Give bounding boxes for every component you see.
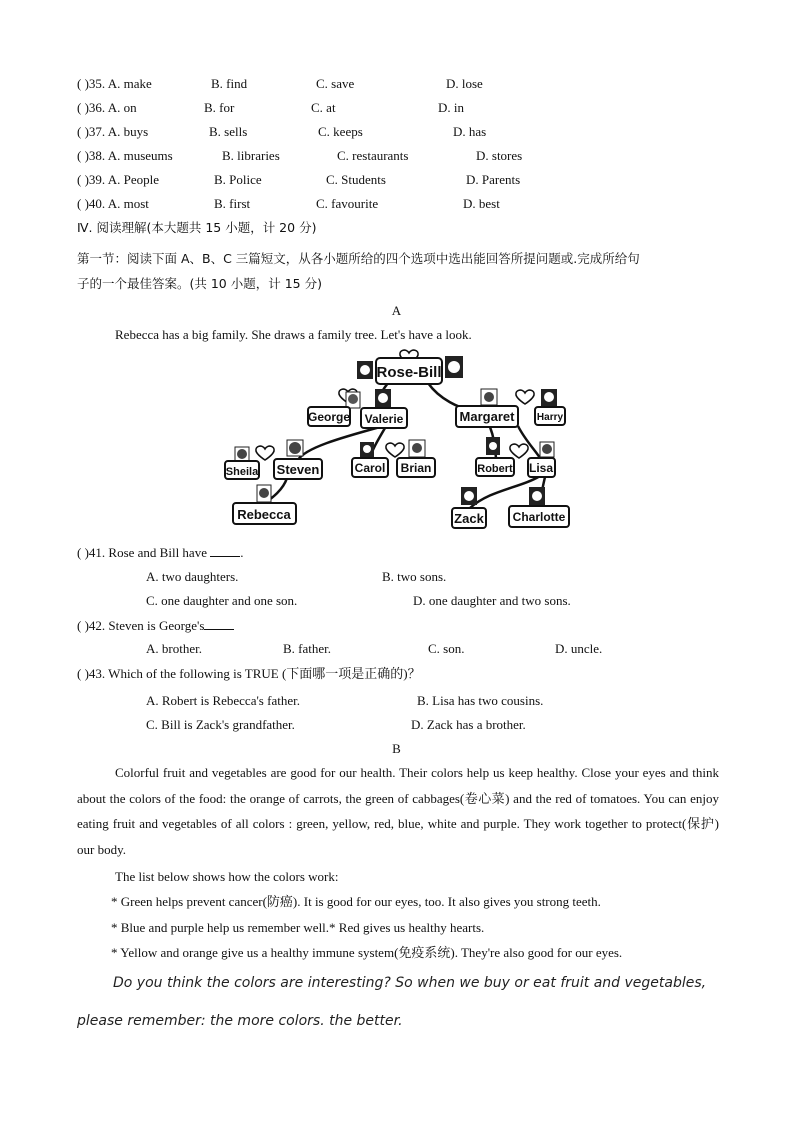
portrait-icon (375, 389, 391, 407)
question-43: ( )43. Which of the following is TRUE (下面哪一项是正确的)？ (77, 666, 421, 681)
heart-icon (256, 446, 274, 460)
portrait-icon (235, 447, 249, 462)
option-d: D. best (463, 196, 500, 211)
robert-name: Robert (477, 463, 513, 475)
sheila-name: Sheila (225, 466, 259, 478)
portrait-icon (529, 487, 545, 505)
passage-b-bullet-1: * Green helps prevent cancer(防癌). It is good for our eyes, too. It also gives you strong teeth. (111, 894, 601, 909)
question-36: ( )36. A. on (77, 100, 137, 115)
question-41: ( )41. Rose and Bill have . (77, 545, 244, 560)
portrait-icon (360, 442, 374, 457)
heart-icon (510, 444, 528, 458)
portrait-icon (481, 389, 497, 405)
option-b: B. sells (209, 124, 248, 139)
option-c: C. at (311, 100, 336, 115)
option-c: C. save (316, 76, 355, 91)
portrait-icon (541, 389, 557, 406)
lisa-name: Lisa (528, 461, 554, 475)
passage-a-label: A (391, 303, 402, 318)
option-d: D. one daughter and two sons. (413, 593, 571, 608)
option-d: D. Parents (466, 172, 521, 187)
passage-b-paragraph: Colorful fruit and vegetables are good for our health. Their colors help us keep healthy. Close your eyes and think about the colors of the food: the orange of carrots, the green of cabbages(卷心菜) and the red of tomatoes. You can enjoy eating fruit and vegetables of all colors : green, yellow, red, blue, white and purple. They work together to protect(保护) our body. (77, 765, 719, 858)
steven-name: Steven (276, 462, 320, 477)
option-a: A. two daughters. (146, 569, 239, 584)
option-b: B. two sons. (382, 569, 447, 584)
family-tree-diagram (0, 345, 793, 535)
question-42: ( )42. Steven is George's (77, 618, 234, 634)
question-38: ( )38. A. museums (77, 148, 173, 163)
rose-bill-name: Rose-Bill (376, 364, 442, 381)
option-c: C. keeps (318, 124, 363, 139)
heart-icon (516, 390, 534, 404)
section-instruction-line1: 第一节：阅读下面 A、B、C 三篇短文，从各小题所给的四个选项中选出能回答所提问题或.完成所给句 (77, 251, 640, 266)
portrait-icon (346, 392, 360, 408)
portrait-icon (486, 437, 500, 455)
section-instruction-line2: 子的一个最佳答案。(共 10 小题，计 15 分) (77, 276, 322, 291)
option-b: B. libraries (222, 148, 280, 163)
option-d: D. stores (476, 148, 523, 163)
section-heading: Ⅳ. 阅读理解(本大题共 15 小题，计 20 分) (77, 220, 317, 235)
question-35: ( )35. A. make (77, 76, 152, 91)
portrait-icon (287, 440, 303, 456)
zack-name: Zack (454, 511, 484, 526)
question-39: ( )39. A. People (77, 172, 159, 187)
option-d: D. in (438, 100, 464, 115)
portrait-icon (445, 356, 463, 378)
option-b: B. first (214, 196, 251, 211)
valerie-name: Valerie (364, 412, 404, 426)
charlotte-name: Charlotte (512, 510, 566, 524)
portrait-icon (357, 361, 373, 379)
portrait-icon (409, 440, 425, 457)
option-c: C. Students (326, 172, 386, 187)
harry-name: Harry (536, 412, 564, 423)
brian-name: Brian (400, 461, 432, 475)
carol-name: Carol (354, 461, 386, 475)
question-40: ( )40. A. most (77, 196, 149, 211)
option-a: A. brother. (146, 641, 202, 656)
option-c: C. one daughter and one son. (146, 593, 298, 608)
option-b: B. Lisa has two cousins. (417, 693, 544, 708)
portrait-icon (540, 442, 554, 457)
option-d: D. lose (446, 76, 483, 91)
george-name: George (307, 410, 351, 424)
option-c: C. son. (428, 641, 465, 656)
tree-connectors (265, 383, 545, 508)
option-a: A. Robert is Rebecca's father. (146, 693, 300, 708)
question-37: ( )37. A. buys (77, 124, 149, 139)
option-b: B. father. (283, 641, 332, 656)
option-c: C. favourite (316, 196, 379, 211)
option-d: D. has (453, 124, 487, 139)
option-c: C. Bill is Zack's grandfather. (146, 717, 295, 732)
portrait-icon (461, 487, 477, 505)
margaret-name: Margaret (459, 409, 515, 424)
heart-icon (386, 443, 404, 457)
option-d: D. Zack has a brother. (411, 717, 526, 732)
portrait-icon (257, 485, 271, 502)
option-b: B. for (204, 100, 235, 115)
passage-b-list-intro: The list below shows how the colors work: (115, 869, 339, 884)
passage-b-bullet-2: * Blue and purple help us remember well.* Red gives us healthy hearts. (111, 920, 485, 935)
rebecca-name: Rebecca (237, 507, 291, 522)
option-d: D. uncle. (555, 641, 603, 656)
option-b: B. find (211, 76, 248, 91)
passage-a-intro: Rebecca has a big family. She draws a family tree. Let's have a look. (115, 327, 472, 342)
passage-b-label: B (392, 741, 401, 756)
option-c: C. restaurants (337, 148, 409, 163)
passage-b-bullet-3: * Yellow and orange give us a healthy immune system(免疫系统). They're also good for our eyes. (111, 945, 623, 960)
option-b: B. Police (214, 172, 262, 187)
passage-b-handwritten: Do you think the colors are interesting? So when we buy or eat fruit and vegetables, please remember: the more colors. the better. (77, 975, 707, 1029)
